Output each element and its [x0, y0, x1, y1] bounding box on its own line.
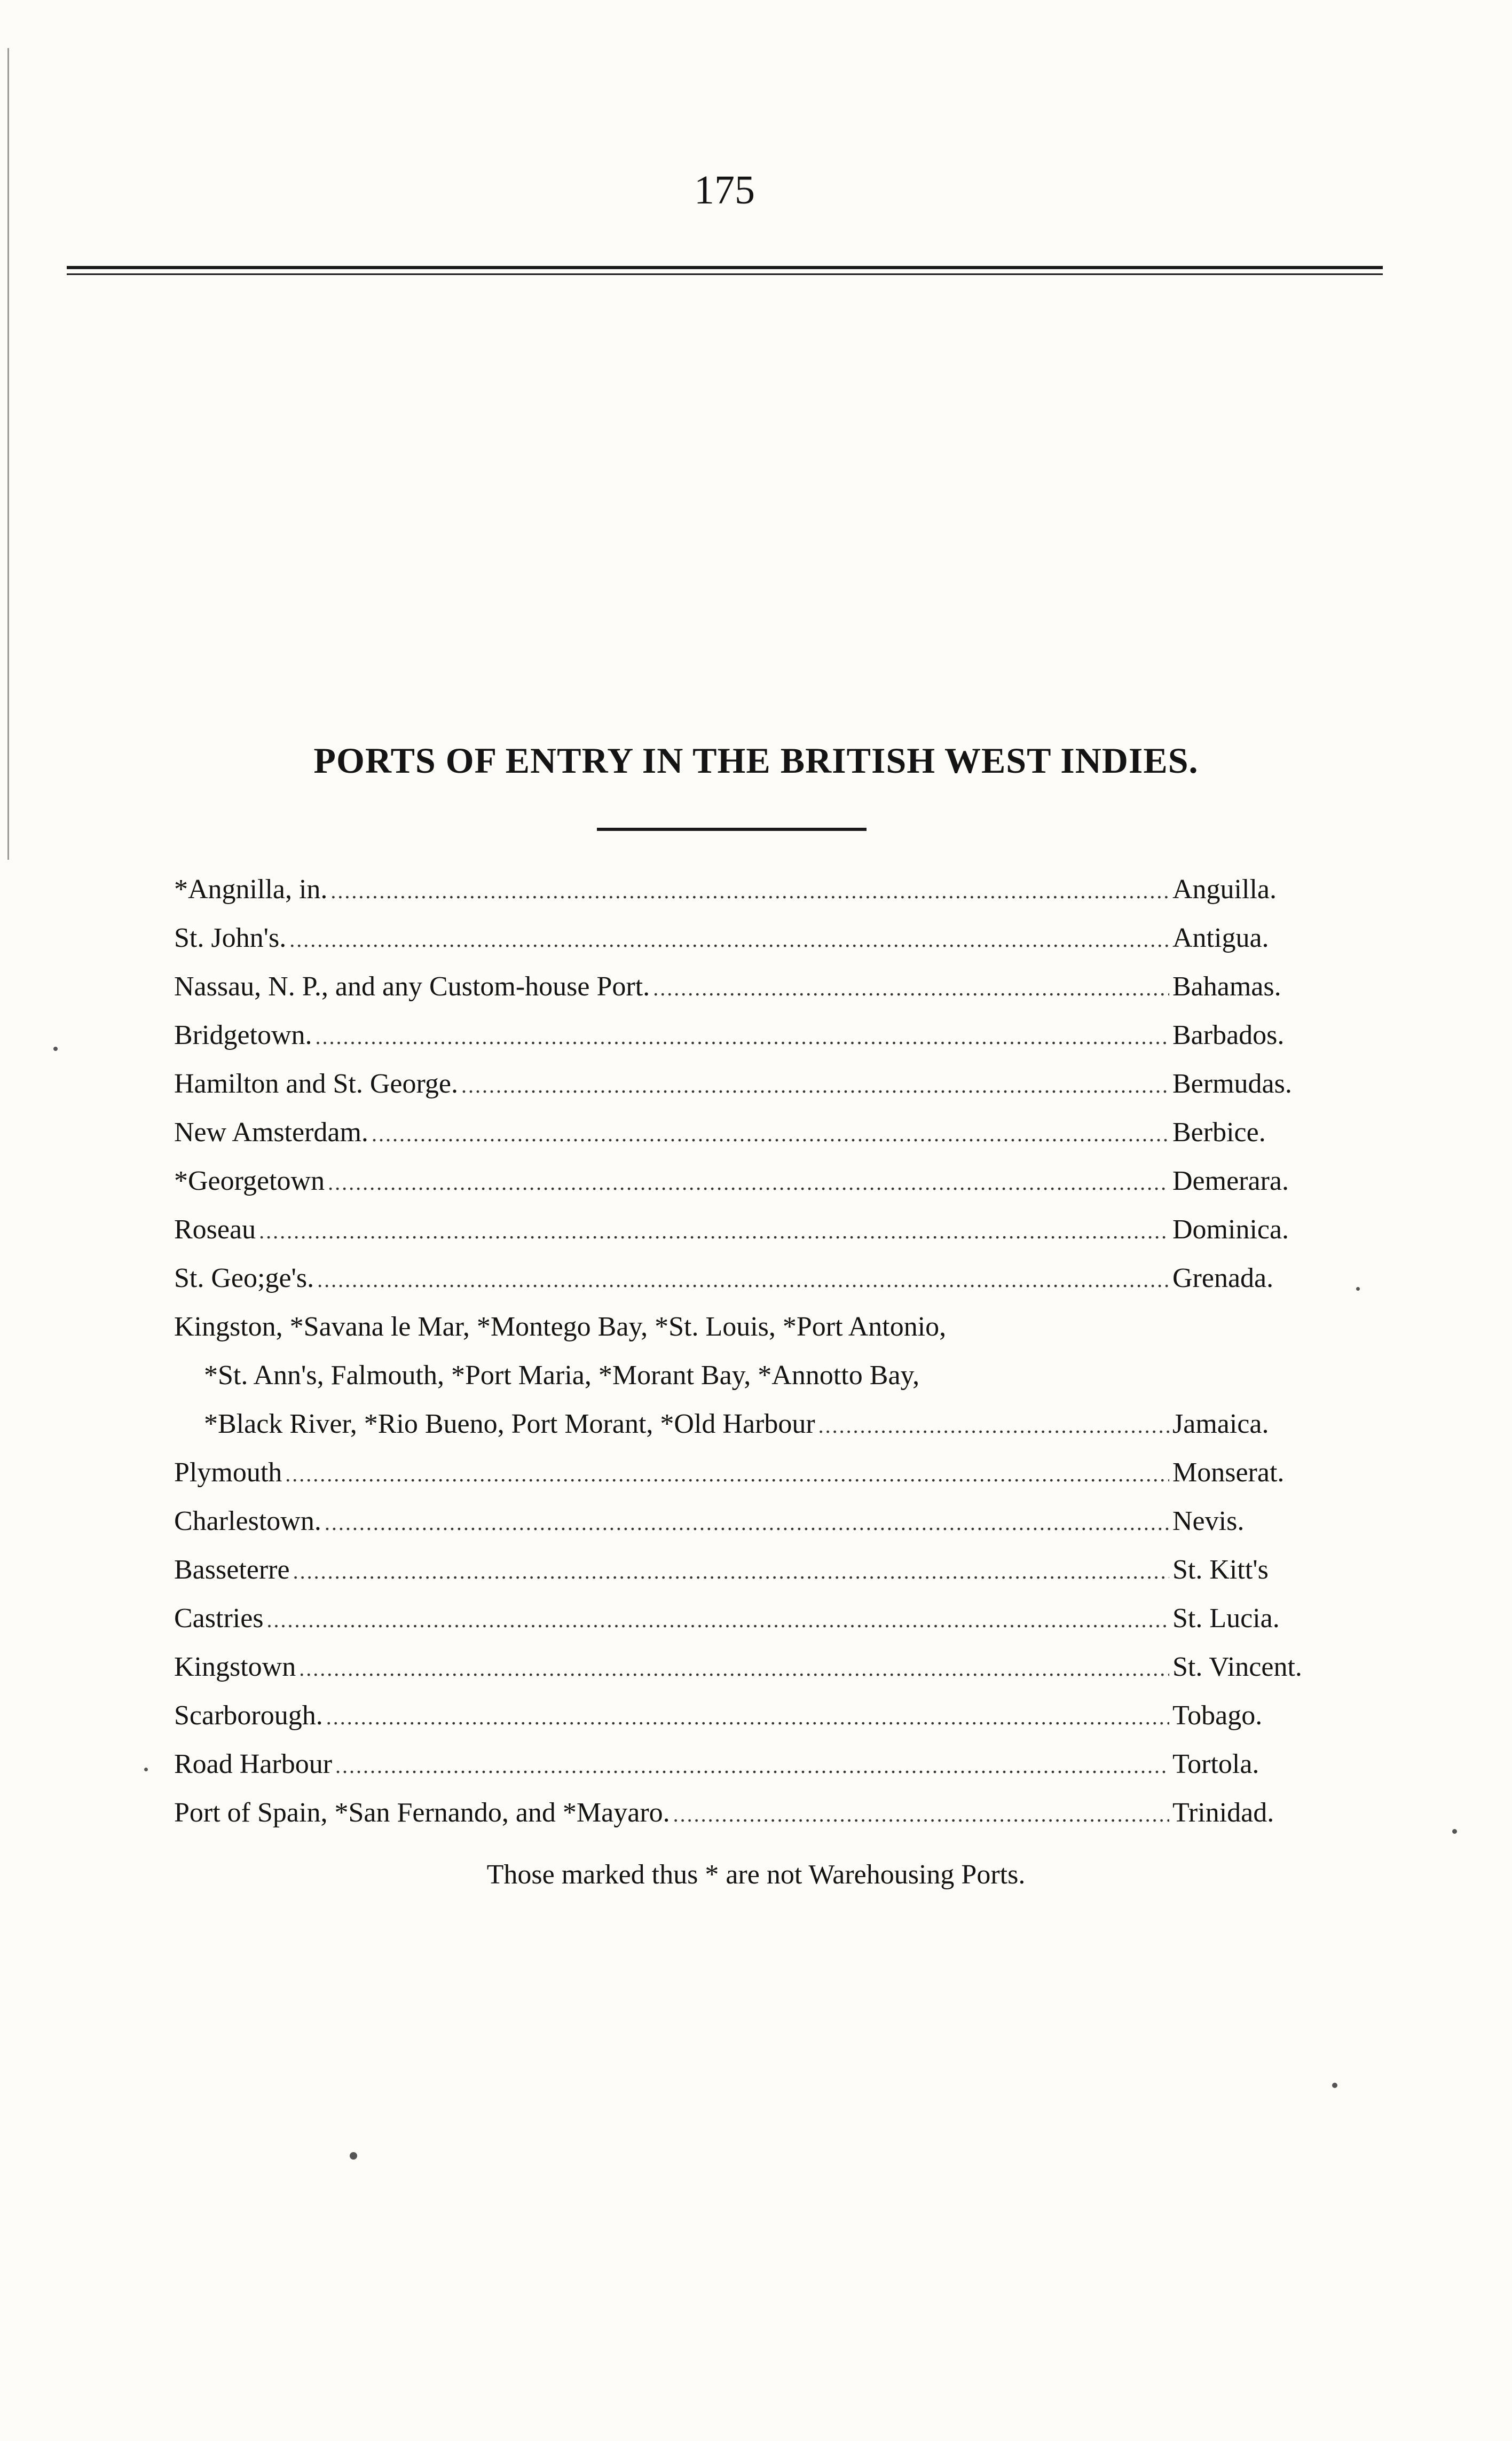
- leader-dots: [326, 1707, 1169, 1728]
- leader-dots: [653, 978, 1169, 999]
- port-name: Roseau: [174, 1214, 256, 1245]
- colony-name: St. Kitt's: [1172, 1555, 1269, 1585]
- port-row: [174, 1702, 1327, 1751]
- port-name: New Amsterdam.: [174, 1117, 368, 1148]
- colony-name: St. Vincent.: [1172, 1652, 1302, 1682]
- port-name: St. Geo;ge's.: [174, 1263, 314, 1293]
- leader-dots: [293, 1561, 1169, 1582]
- leader-dots: [818, 1415, 1169, 1437]
- port-name: Scarborough.: [174, 1700, 323, 1731]
- port-row: [174, 924, 1327, 973]
- leader-dots: [372, 1124, 1169, 1145]
- header-rule-bottom: [67, 273, 1383, 275]
- port-name: Basseterre: [174, 1555, 290, 1585]
- port-row: [174, 1070, 1327, 1119]
- leader-dots: [328, 1172, 1169, 1194]
- leader-dots: [285, 1464, 1169, 1485]
- colony-name: Tortola.: [1172, 1749, 1259, 1779]
- port-row: [174, 876, 1327, 924]
- scan-speck: [53, 1047, 58, 1051]
- colony-name: Tobago.: [1172, 1700, 1263, 1731]
- port-row: [174, 1216, 1327, 1265]
- port-name: Plymouth: [174, 1457, 282, 1488]
- colony-name: Grenada.: [1172, 1263, 1274, 1293]
- ports-list: [174, 876, 1327, 1848]
- leader-dots: [316, 1026, 1169, 1048]
- port-name: Road Harbour: [174, 1749, 333, 1779]
- port-name: Castries: [174, 1603, 264, 1634]
- page-number: 175: [694, 168, 755, 213]
- leader-dots: [325, 1512, 1169, 1534]
- colony-name: Bermudas.: [1172, 1069, 1292, 1099]
- colony-name: Anguilla.: [1172, 874, 1277, 905]
- jamaica-ports-line-1: Kingston, *Savana le Mar, *Montego Bay, *St. Louis, *Port Antonio,: [174, 1312, 947, 1342]
- leader-dots: [259, 1221, 1169, 1242]
- port-name: Charlestown.: [174, 1506, 321, 1536]
- title-rule: [597, 828, 867, 831]
- leader-dots: [330, 881, 1169, 902]
- leader-dots: [317, 1269, 1169, 1291]
- leader-dots: [673, 1804, 1169, 1825]
- port-name: Nassau, N. P., and any Custom-house Port.: [174, 971, 650, 1002]
- scan-speck: [1332, 2083, 1337, 2088]
- port-row: [174, 1751, 1327, 1799]
- leader-dots: [335, 1755, 1169, 1777]
- port-row: [174, 1119, 1327, 1167]
- colony-name: Antigua.: [1172, 923, 1269, 953]
- port-name: Hamilton and St. George.: [174, 1069, 458, 1099]
- port-name: Port of Spain, *San Fernando, and *Mayaro.: [174, 1798, 670, 1828]
- port-row: [174, 1022, 1327, 1070]
- colony-name: Monserat.: [1172, 1457, 1285, 1488]
- port-row: [174, 1459, 1327, 1508]
- colony-name: St. Lucia.: [1172, 1603, 1280, 1634]
- page-title: PORTS OF ENTRY IN THE BRITISH WEST INDIES.: [313, 740, 1199, 781]
- header-rule-top: [67, 266, 1383, 269]
- port-name: Kingstown: [174, 1652, 296, 1682]
- scan-speck: [350, 2152, 357, 2160]
- leader-dots: [299, 1658, 1169, 1679]
- port-row: [174, 973, 1327, 1022]
- port-name: *Georgetown: [174, 1166, 325, 1196]
- port-name: St. John's.: [174, 923, 287, 953]
- port-row: [174, 1653, 1327, 1702]
- colony-name: Bahamas.: [1172, 971, 1281, 1002]
- port-name: Bridgetown.: [174, 1020, 312, 1050]
- colony-name: Demerara.: [1172, 1166, 1289, 1196]
- scan-speck: [1452, 1829, 1457, 1834]
- jamaica-ports-line-2: *St. Ann's, Falmouth, *Port Maria, *Morant Bay, *Annotto Bay,: [204, 1360, 920, 1391]
- leader-dots: [267, 1610, 1169, 1631]
- colony-name: Nevis.: [1172, 1506, 1245, 1536]
- port-row: [174, 1508, 1327, 1556]
- leader-dots: [289, 929, 1169, 951]
- footnote: Those marked thus * are not Warehousing Ports.: [486, 1859, 1026, 1890]
- port-name: *Angnilla, in.: [174, 874, 328, 905]
- port-row: [174, 1167, 1327, 1216]
- jamaica-ports-line-3: *Black River, *Rio Bueno, Port Morant, *Old Harbour: [204, 1409, 815, 1439]
- colony-name: Jamaica.: [1172, 1409, 1269, 1439]
- port-row: [174, 1605, 1327, 1653]
- port-row-jamaica: [174, 1410, 1327, 1459]
- port-row: [174, 1265, 1327, 1313]
- scan-speck: [1356, 1287, 1360, 1291]
- scan-speck: [144, 1768, 148, 1771]
- colony-name: Berbice.: [1172, 1117, 1266, 1148]
- colony-name: Dominica.: [1172, 1214, 1289, 1245]
- colony-name: Trinidad.: [1172, 1798, 1274, 1828]
- colony-name: Barbados.: [1172, 1020, 1285, 1050]
- port-row: [174, 1799, 1327, 1848]
- port-row: [174, 1556, 1327, 1605]
- page-edge-line: [7, 48, 9, 860]
- leader-dots: [461, 1075, 1169, 1096]
